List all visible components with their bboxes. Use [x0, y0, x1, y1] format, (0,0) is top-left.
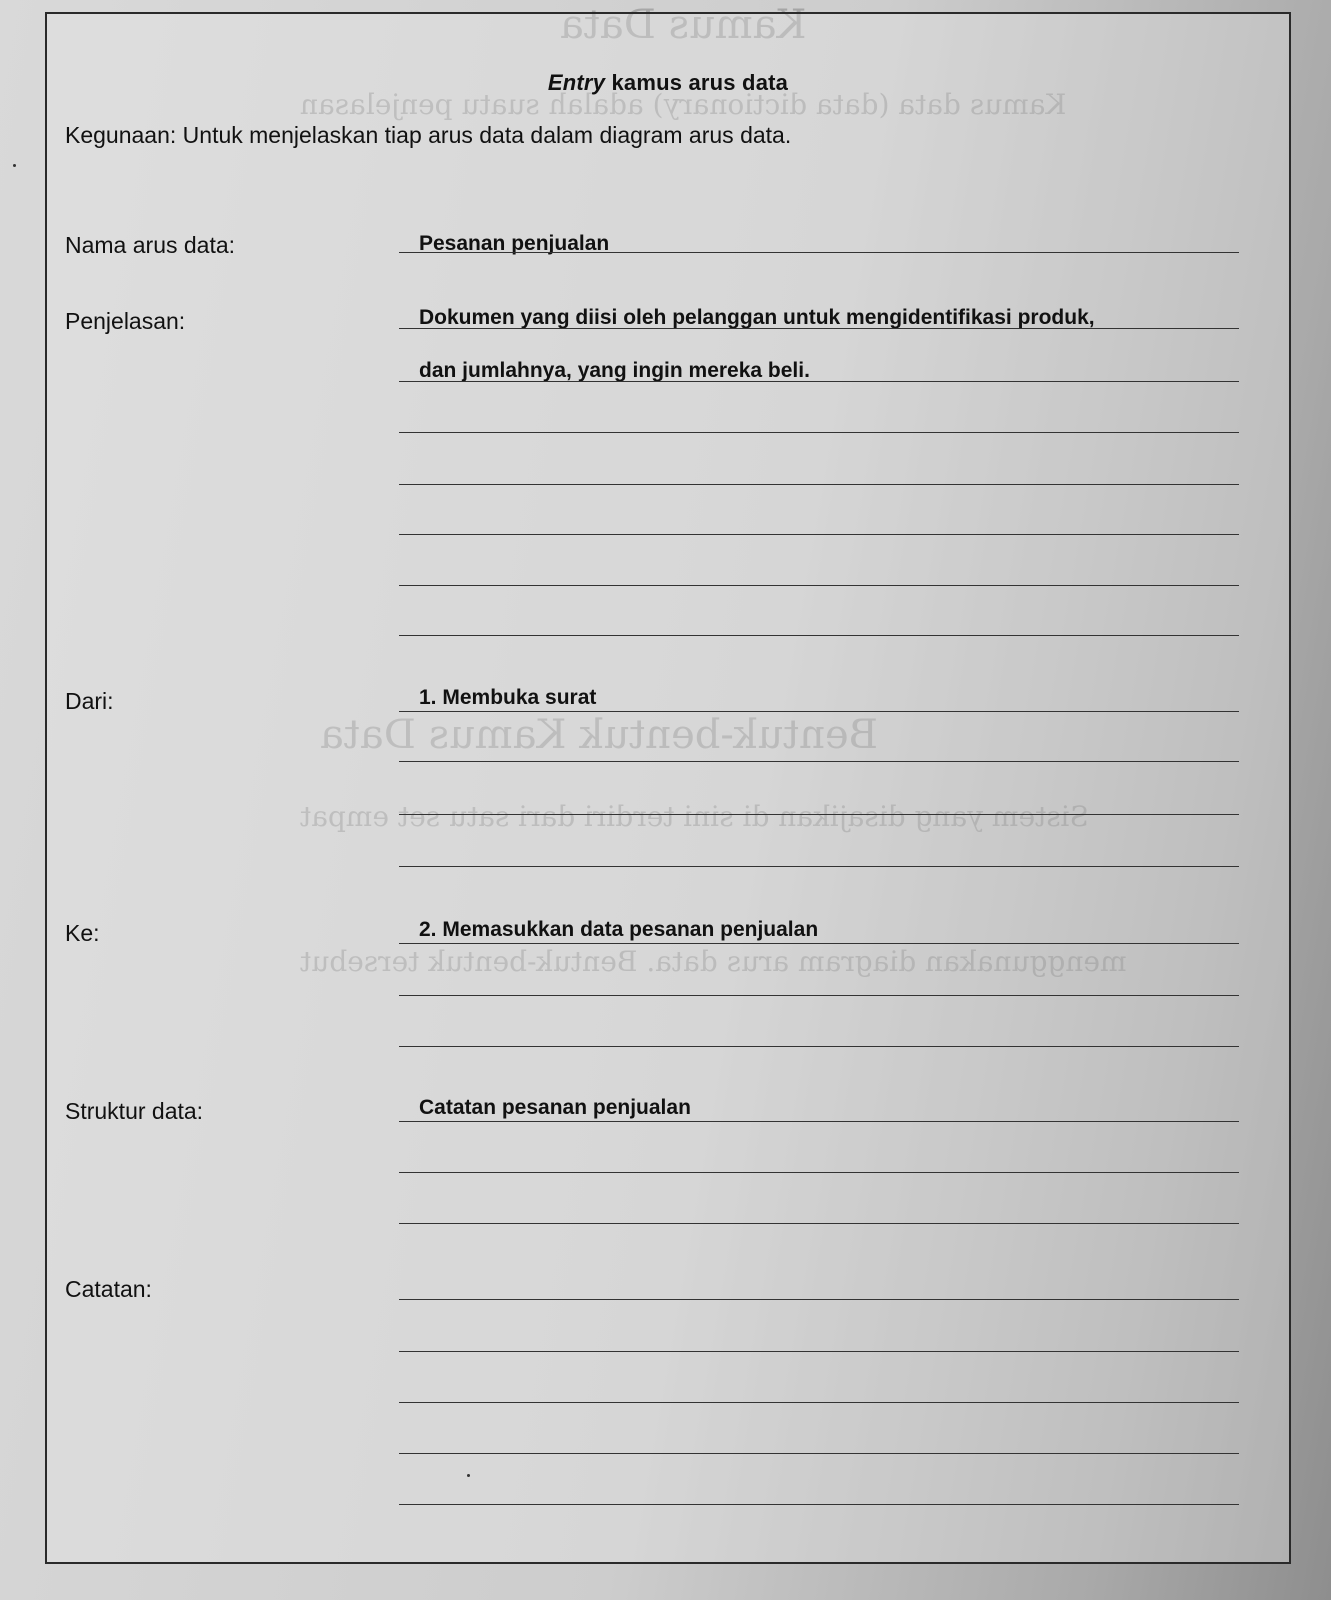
rule-line	[399, 866, 1239, 867]
penjelasan-label: Penjelasan:	[65, 308, 186, 334]
rule-line	[399, 252, 1239, 253]
form-title-rest: kamus arus data	[605, 70, 789, 95]
kegunaan-text: Kegunaan: Untuk menjelaskan tiap arus data dalam diagram arus data.	[65, 122, 792, 148]
rule-line	[399, 814, 1239, 815]
form-title-entry: Entry	[547, 70, 606, 95]
rule-line	[399, 1504, 1239, 1505]
rule-line	[399, 1299, 1239, 1300]
ke-label: Ke:	[65, 920, 100, 946]
catatan-label: Catatan:	[65, 1276, 152, 1302]
form-title	[47, 70, 1289, 96]
rule-line	[399, 761, 1239, 762]
rule-line	[399, 1453, 1239, 1454]
rule-line	[399, 635, 1239, 636]
rule-line	[399, 995, 1239, 996]
bleed-through-heading: Kamus Data	[560, 2, 807, 48]
dari-value: 1. Membuka surat	[419, 686, 597, 709]
nama-arus-data-value: Pesanan penjualan	[419, 232, 610, 255]
struktur-data-value: Catatan pesanan penjualan	[419, 1096, 691, 1119]
rule-line	[399, 1402, 1239, 1403]
ke-value: 2. Memasukkan data pesanan penjualan	[419, 918, 819, 941]
penjelasan-line-1: Dokumen yang diisi oleh pelanggan untuk mengidentifikasi produk,	[419, 306, 1095, 329]
rule-line	[399, 943, 1239, 944]
nama-arus-data-label: Nama arus data:	[65, 232, 236, 258]
rule-line	[399, 1046, 1239, 1047]
scan-speck	[467, 1474, 470, 1477]
rule-line	[399, 1172, 1239, 1173]
rule-line	[399, 432, 1239, 433]
rule-line	[399, 711, 1239, 712]
rule-line	[399, 381, 1239, 382]
penjelasan-line-2: dan jumlahnya, yang ingin mereka beli.	[419, 359, 810, 382]
rule-line	[399, 585, 1239, 586]
struktur-data-label: Struktur data:	[65, 1098, 204, 1124]
rule-line	[399, 1223, 1239, 1224]
bleed-through-heading-2: Bentuk-bentuk Kamus Data	[320, 712, 879, 758]
bleed-through-line-b: Sistem yang disajikan di sini terdiri dari satu set empat	[300, 800, 1089, 833]
data-flow-dictionary-form	[45, 12, 1291, 1564]
rule-line	[399, 1121, 1239, 1122]
rule-line	[399, 534, 1239, 535]
bleed-through-line-a: Kamus data (data dictionary) adalah suatu penjelasan	[300, 88, 1067, 121]
dari-label: Dari:	[65, 688, 114, 714]
rule-line	[399, 1351, 1239, 1352]
scan-speck	[13, 164, 16, 167]
bleed-through-line-c: menggunakan diagram arus data. Bentuk-bentuk tersebut	[300, 945, 1127, 978]
rule-line	[399, 484, 1239, 485]
rule-line	[399, 328, 1239, 329]
